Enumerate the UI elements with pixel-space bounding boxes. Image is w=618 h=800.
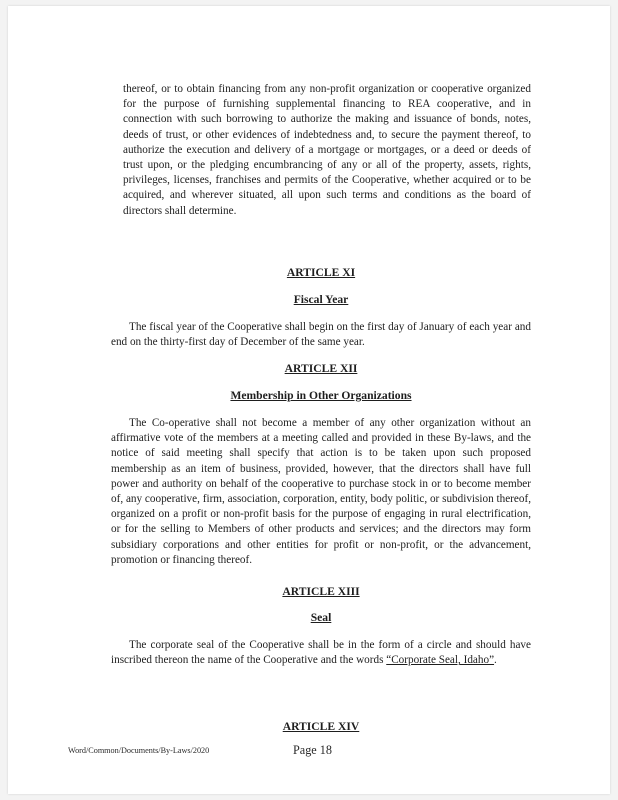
article-xi-subheading: Fiscal Year: [293, 293, 349, 306]
article-xiii-subheading: Seal: [310, 611, 332, 624]
footer-page-number: Page 18: [293, 743, 332, 757]
footer-document-path: Word/Common/Documents/By-Laws/2020: [68, 746, 210, 755]
article-xii-subheading: Membership in Other Organizations: [230, 389, 412, 402]
document-page: [8, 6, 610, 794]
article-xiii-text: The corporate seal of the Cooperative shall be in the form of a circle and should have inscribed thereon the name of the Cooperative and the words: [111, 639, 531, 667]
article-xiii-heading: ARTICLE XIII: [282, 585, 360, 598]
article-xii-heading: ARTICLE XII: [284, 362, 358, 375]
article-xiii-period: .: [494, 654, 497, 667]
continuation-paragraph: thereof, or to obtain financing from any non-profit organization or cooperative organized for the purpose of furnishing supplemental financing to REA cooperative, and in connection with such borrowing to authorize the making and issuance of bonds, notes, deeds of trust, or other evidences of indebtedness and, to secure the payment thereof, to authorize the execution and delivery of a mortgage or mortgages, or a deed or deeds of trust upon, or the pledging encumbrancing of any or all of the property, assets, rights, privileges, licenses, franchises and permits of the Cooperative, whether acquired or to be acquired, and wherever situated, all upon such terms and conditions as the board of directors shall determine.: [123, 83, 531, 217]
article-xii-paragraph: The Co-operative shall not become a member of any other organization without an affirmative vote of the members at a meeting called and provided in these By-laws, and the notice of said meeting shall specify that action is to be taken upon such proposed membership as an item of business, provided, however, that the directors shall have full power and authority on behalf of the cooperative to purchase stock in or to become member of, any cooperative, firm, association, corporation, entity, body politic, or subdivision thereof, organized on a profit or non-profit basis for the purpose of engaging in rural electrification, or for the selling to Members of other products and services; and the directors may form subsidiary corporations and other entities for profit or non-profit, or the advancement, promotion or financing thereof.: [111, 417, 531, 566]
article-xi-heading: ARTICLE XI: [286, 266, 356, 279]
article-xiv-heading: ARTICLE XIV: [282, 720, 360, 733]
article-xi-paragraph: The fiscal year of the Cooperative shall begin on the first day of January of each year and end on the thirty-first day of December of the same year.: [111, 321, 531, 349]
corporate-seal-words: “Corporate Seal, Idaho”: [386, 654, 495, 667]
article-xiii-paragraph: [111, 638, 531, 668]
